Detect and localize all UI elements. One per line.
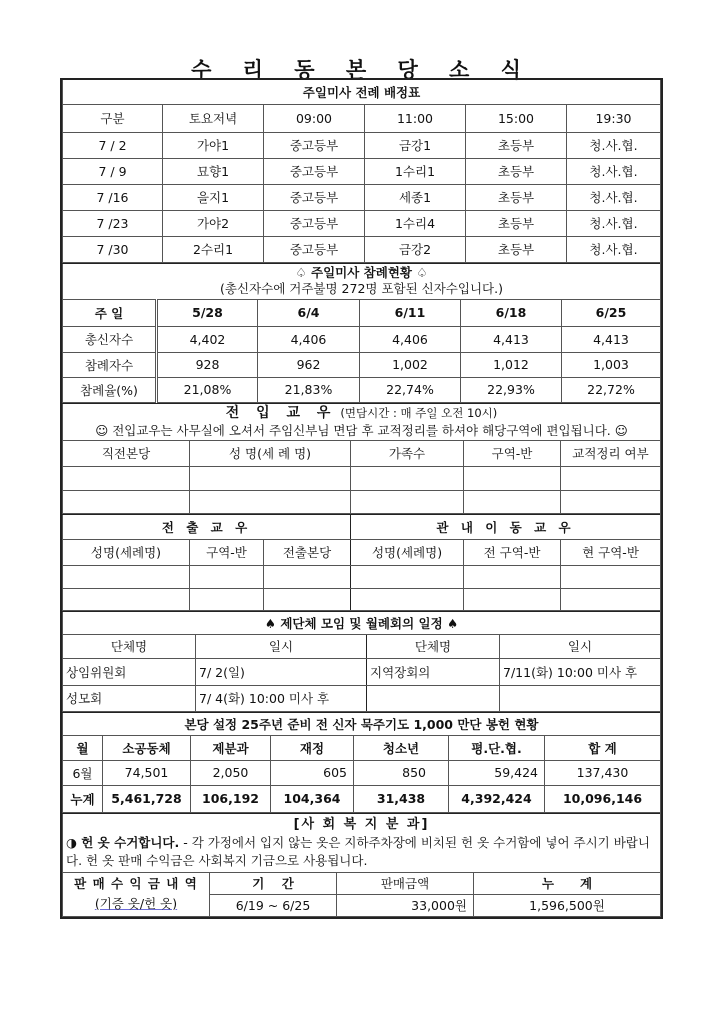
empty-cell [464,490,561,513]
table-row [63,588,661,610]
empty-cell [464,588,561,610]
cell: 1,002 [360,352,461,377]
cell: 962 [258,352,360,377]
interview-hours: (면담시간 : 매 주일 오전 10시) [340,406,498,420]
table-row [63,236,661,262]
cell: 2수리1 [163,236,264,262]
empty-cell [63,588,190,610]
cell: 4,413 [562,326,661,352]
cell: 22,74% [360,377,461,402]
group-name [367,685,500,711]
table-row [63,377,661,402]
col-header: 성 명(세 례 명) [190,440,351,466]
empty-cell [190,490,351,513]
attendance-subtitle: (총신자수에 거주불명 272명 포함된 신자수입니다.) [220,281,503,296]
empty-cell [190,588,264,610]
cell: 초등부 [466,236,567,262]
cell: 중고등부 [264,158,365,184]
group-name: 성모회 [63,685,196,711]
bulletin-sheet [60,78,663,919]
table-row [63,466,661,490]
col-header: 전 구역-반 [464,539,561,565]
empty-cell [264,565,351,588]
cell: 청.사.협. [567,158,661,184]
row-label: 총신자수 [63,326,157,352]
cell: 1수리4 [365,210,466,236]
cell-date: 7 / 9 [63,158,163,184]
table-row [63,490,661,513]
cell: 중고등부 [264,132,365,158]
sales-sublabel: (기증 옷/헌 옷) [94,896,178,911]
cell: 21,83% [258,377,360,402]
col-header: 구분 [63,104,163,132]
col-header: 평.단.협. [449,735,545,760]
col-header: 15:00 [466,104,567,132]
empty-cell [63,466,190,490]
group-meetings-table [62,611,661,712]
empty-cell [190,565,264,588]
group-name: 지역장회의 [367,658,500,685]
group-datetime: 7/11(화) 10:00 미사 후 [500,658,661,685]
col-header: 직전본당 [63,440,190,466]
empty-cell [464,565,561,588]
col-header: 09:00 [264,104,365,132]
mass-schedule-table [62,80,661,263]
sales-label-cell [63,872,210,916]
welfare-title: [사 회 복 지 분 과] [293,816,430,832]
cell: 중고등부 [264,184,365,210]
col-header: 구역-반 [190,539,264,565]
cell: 850 [354,760,449,785]
cell: 74,501 [103,760,191,785]
date-header: 6/25 [562,299,661,326]
cell: 1수리1 [365,158,466,184]
col-header: 누 계 [474,872,661,894]
table-row [63,210,661,236]
col-header: 청소년 [354,735,449,760]
row-label: 누계 [63,785,103,812]
cell: 세종1 [365,184,466,210]
date-header: 6/4 [258,299,360,326]
col-header: 구역-반 [464,440,561,466]
cell: 1,012 [461,352,562,377]
transfer-in-header [63,403,661,440]
row-label: 참례자수 [63,352,157,377]
cell: 청.사.협. [567,132,661,158]
date-header: 6/18 [461,299,562,326]
cell-date: 7 /30 [63,236,163,262]
cell: 4,406 [360,326,461,352]
col-header: 가족수 [351,440,464,466]
col-header: 재정 [271,735,354,760]
cell: 초등부 [466,210,567,236]
table-row [63,158,661,184]
group-name: 상임위원회 [63,658,196,685]
cell: 중고등부 [264,236,365,262]
cell: 청.사.협. [567,210,661,236]
page-title: 수 리 동 본 당 소 식 [191,58,533,82]
table-row [63,565,661,588]
cumulative-cell: 1,596,500원 [474,894,661,916]
cell-date: 7 /16 [63,184,163,210]
cell-date: 7 /23 [63,210,163,236]
cell-date: 7 / 2 [63,132,163,158]
cell: 10,096,146 [545,785,661,812]
empty-cell [351,588,464,610]
cell: 59,424 [449,760,545,785]
table-row [63,785,661,812]
row-label: 참례율(%) [63,377,157,402]
empty-cell [561,588,661,610]
table-row [63,132,661,158]
cell: 중고등부 [264,210,365,236]
col-header: 11:00 [365,104,466,132]
empty-cell [561,565,661,588]
col-header: 단체명 [367,634,500,658]
cell: 청.사.협. [567,236,661,262]
group-datetime [500,685,661,711]
cell: 초등부 [466,184,567,210]
row-header-sunday: 주 일 [63,299,157,326]
cell: 초등부 [466,158,567,184]
cell: 묘향1 [163,158,264,184]
cell: 금강2 [365,236,466,262]
col-header: 단체명 [63,634,196,658]
table-row [63,184,661,210]
cell: 청.사.협. [567,184,661,210]
cell: 4,406 [258,326,360,352]
cell: 605 [271,760,354,785]
attendance-header [63,263,661,299]
col-header: 현 구역-반 [561,539,661,565]
empty-cell [190,466,351,490]
internal-move-title: 관 내 이 동 교 우 [351,514,661,539]
group-datetime: 7/ 2(일) [196,658,367,685]
cell: 2,050 [191,760,271,785]
transfer-in-notice: ☺ 전입교우는 사무실에 오셔서 주임신부님 면담 후 교적정리를 하셔야 해당구역에 편입됩니다. ☺ [95,423,628,438]
transfer-in-table [62,403,661,514]
sales-label: 판 매 수 익 금 내 역 [74,876,198,891]
cell: 104,364 [271,785,354,812]
cell: 31,438 [354,785,449,812]
col-header: 기 간 [210,872,337,894]
empty-cell [351,490,464,513]
attendance-table [62,263,661,403]
cell: 1,003 [562,352,661,377]
col-header: 일시 [196,634,367,658]
cell: 4,402 [157,326,258,352]
col-header: 소공동체 [103,735,191,760]
col-header: 일시 [500,634,661,658]
empty-cell [464,466,561,490]
col-header: 성명(세례명) [351,539,464,565]
cell: 106,192 [191,785,271,812]
col-header: 합 계 [545,735,661,760]
prayer-offering-title: 본당 설정 25주년 준비 전 신자 묵주기도 1,000 만단 봉헌 현황 [63,712,661,735]
col-header: 월 [63,735,103,760]
transfer-out-title: 전 출 교 우 [63,514,351,539]
cell: 22,93% [461,377,562,402]
period-cell: 6/19 ~ 6/25 [210,894,337,916]
cell: 21,08% [157,377,258,402]
transfer-out-move-table [62,514,661,611]
empty-cell [63,490,190,513]
col-header: 판매금액 [337,872,474,894]
group-meetings-title: ♠ 제단체 모임 및 월례회의 일정 ♠ [63,611,661,634]
transfer-in-title: 전 입 교 우 [225,405,337,421]
col-header: 교적정리 여부 [561,440,661,466]
cell: 22,72% [562,377,661,402]
table-row [63,760,661,785]
welfare-notice-block [63,813,661,872]
col-header: 성명(세례명) [63,539,190,565]
cell: 가야1 [163,132,264,158]
empty-cell [264,588,351,610]
cell: 초등부 [466,132,567,158]
cell: 금강1 [365,132,466,158]
cell: 137,430 [545,760,661,785]
col-header: 토요저녁 [163,104,264,132]
empty-cell [351,565,464,588]
col-header: 전출본당 [264,539,351,565]
prayer-offering-table [62,712,661,813]
clothes-notice-heading: ◑ 헌 옷 수거합니다. [66,834,180,850]
table-row [63,352,661,377]
row-label: 6월 [63,760,103,785]
cell: 가야2 [163,210,264,236]
clothes-notice-text: - 각 가정에서 입지 않는 옷은 지하주차장에 비치된 헌 옷 수거함에 넣어 주시기 바랍니다. 헌 옷 판매 수익금은 사회복지 기금으로 사용됩니다. [66,834,650,868]
empty-cell [561,466,661,490]
cell: 4,413 [461,326,562,352]
sales-amount-cell: 33,000원 [337,894,474,916]
empty-cell [561,490,661,513]
table-row [63,658,661,685]
col-header: 제분과 [191,735,271,760]
welfare-table [62,813,661,917]
col-header: 19:30 [567,104,661,132]
table-row [63,685,661,711]
cell: 을지1 [163,184,264,210]
group-datetime: 7/ 4(화) 10:00 미사 후 [196,685,367,711]
mass-schedule-title: 주일미사 전례 배정표 [63,80,661,104]
table-row [63,326,661,352]
cell: 928 [157,352,258,377]
date-header: 6/11 [360,299,461,326]
cell: 4,392,424 [449,785,545,812]
empty-cell [351,466,464,490]
date-header: 5/28 [157,299,258,326]
empty-cell [63,565,190,588]
cell: 5,461,728 [103,785,191,812]
attendance-title: ♤ 주일미사 참례현황 ♤ [295,265,428,280]
